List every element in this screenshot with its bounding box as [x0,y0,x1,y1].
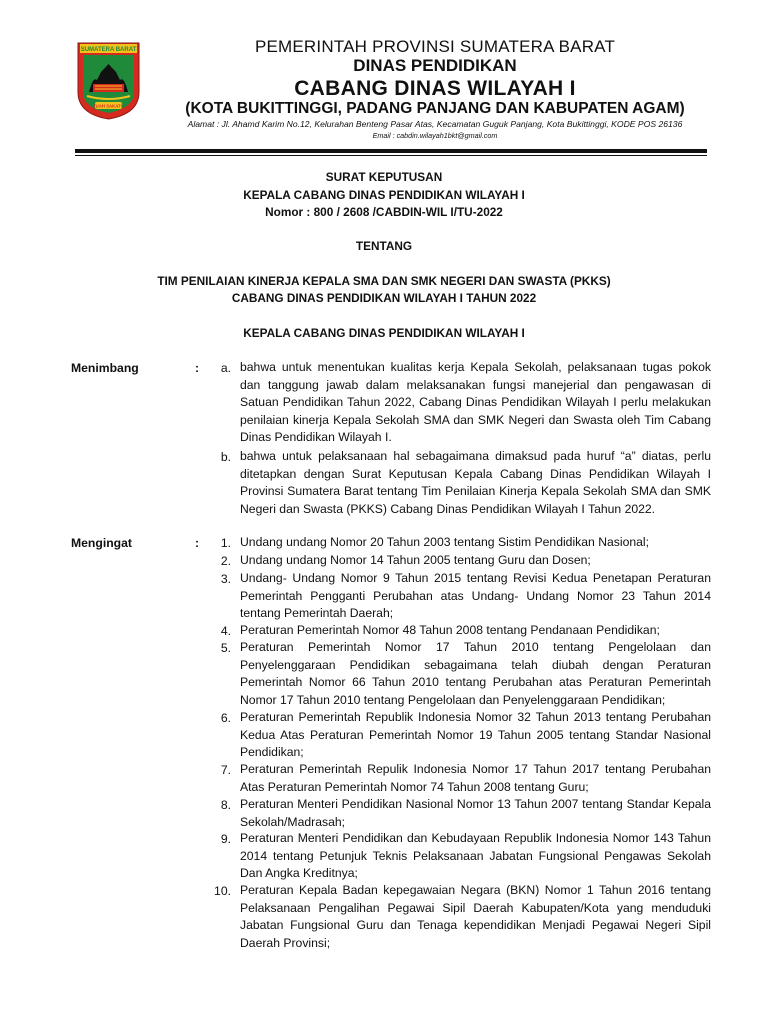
letterhead-divider-thick [75,149,707,153]
mengingat-marker-10: 10. [214,884,231,898]
menimbang-marker-b: b. [220,450,231,464]
mengingat-marker-9: 9. [220,832,231,846]
mengingat-marker-6: 6. [220,711,231,725]
decree-number: Nomor : 800 / 2608 /CABDIN-WIL I/TU-2022 [265,205,503,219]
menimbang-colon: : [195,361,200,375]
mengingat-marker-3: 3. [220,572,231,586]
mengingat-marker-4: 4. [220,624,231,638]
provincial-emblem-logo [77,42,140,120]
mengingat-colon: : [195,536,200,550]
logo-motto-text: TUAH SAKATO [93,103,124,109]
mengingat-marker-1: 1. [220,536,231,550]
decree-issuer-heading: KEPALA CABANG DINAS PENDIDIKAN WILAYAH I [243,188,525,202]
mengingat-item-3: Undang- Undang Nomor 9 Tahun 2015 tentang Revisi Kedua Penetapan Peraturan Pemerintah Pengganti Perubahan atas Undang- Undang Nomor 23 Tahun 2014 tentang Pemerintah Daerah; [240,571,711,621]
mengingat-marker-8: 8. [220,798,231,812]
letterhead-divider-thin [75,155,707,156]
government-name: PEMERINTAH PROVINSI SUMATERA BARAT [254,37,616,56]
mengingat-label: Mengingat [71,536,132,550]
mengingat-marker-7: 7. [220,763,231,777]
region-coverage: (KOTA BUKITTINGGI, PADANG PANJANG DAN KABUPATEN AGAM) [185,100,685,117]
mengingat-item-2: Undang undang Nomor 14 Tahun 2005 tentang Guru dan Dosen; [240,553,591,567]
mengingat-item-7: Peraturan Pemerintah Repulik Indonesia Nomor 17 Tahun 2017 tentang Perubahan Atas Peraturan Pemerintah Nomor 74 Tahun 2008 tentang Guru; [240,762,711,794]
logo-top-text: SUMATERA BARAT [80,47,137,53]
mengingat-item-8: Peraturan Menteri Pendidikan Nasional Nomor 13 Tahun 2007 tentang Standar Kepala Sekolah/Madrasah; [240,797,711,829]
menimbang-marker-a: a. [220,361,231,375]
decree-subject-line-2: CABANG DINAS PENDIDIKAN WILAYAH I TAHUN 2022 [231,291,537,305]
about-heading: TENTANG [355,239,413,253]
mengingat-marker-2: 2. [220,554,231,568]
decree-type: SURAT KEPUTUSAN [325,170,443,184]
mengingat-item-10: Peraturan Kepala Badan kepegawaian Negara (BKN) Nomor 1 Tahun 2016 tentang Pelaksanaan Pengalihan Pegawai Sipil Daerah Kabupaten/Kota yang menduduki Jabatan Fungsional Guru dan Tenaga kependidikan Menjadi Pegawai Negeri Sipil Daerah Provinsi; [240,883,711,950]
decree-subject-line-1: TIM PENILAIAN KINERJA KEPALA SMA DAN SMK NEGERI DAN SWASTA (PKKS) [157,274,611,288]
mengingat-item-1: Undang undang Nomor 20 Tahun 2003 tentang Sistim Pendidikan Nasional; [240,535,650,549]
office-address: Alamat : Jl. Ahamd Karim No.12, Kelurahan Benteng Pasar Atas, Kecamatan Guguk Panjang, Kota Bukittinggi, KODE POS 26136 [187,119,683,129]
menimbang-item-b: bahwa untuk pelaksanaan hal sebagaimana dimaksud pada huruf “a” diatas, perlu ditetapkan dengan Surat Keputusan Kepala Cabang Dinas Pendidikan Wilayah I Provinsi Sumatera Barat tentang Tim Penilaian Kinerja Kepala Sekolah SMA dan SMK Negeri dan Swasta (PKKS) Cabang Dinas Pendidikan Wilayah I Tahun 2022. [240,449,711,516]
branch-name: CABANG DINAS WILAYAH I [294,77,576,100]
mengingat-item-6: Peraturan Pemerintah Republik Indonesia Nomor 32 Tahun 2013 tentang Perubahan Kedua Atas Peraturan Pemerintah Nomor 19 Tahun 2005 tentang Standar Nasional Pendidikan; [240,710,711,760]
menimbang-label: Menimbang [71,361,139,375]
mengingat-marker-5: 5. [220,641,231,655]
office-email: Email : cabdin.wilayah1bkt@gmail.com [372,131,498,140]
mengingat-item-4: Peraturan Pemerintah Nomor 48 Tahun 2008 tentang Pendanaan Pendidikan; [240,623,660,637]
issuing-official: KEPALA CABANG DINAS PENDIDIKAN WILAYAH I [243,326,525,340]
menimbang-item-a: bahwa untuk menentukan kualitas kerja Kepala Sekolah, pelaksanaan tugas pokok dan tanggung jawab dalam melaksanakan fungsi manejerial dan pengawasan di Satuan Pendidikan Tahun 2022, Cabang Dinas Pendidikan Wilayah I perlu melakukan penilaian kinerja Kepala Sekolah SMA dan SMK Negeri dan Swasta oleh Tim Cabang Dinas Pendidikan Wilayah I. [240,360,711,445]
mengingat-item-9: Peraturan Menteri Pendidikan dan Kebudayaan Republik Indonesia Nomor 143 Tahun 2014 tentang Petunjuk Teknis Pelaksanaan Jabatan Fungsional Pengawas Sekolah Dan Angka Kreditnya; [240,831,711,881]
agency-name: DINAS PENDIDIKAN [353,56,517,75]
mengingat-item-5: Peraturan Pemerintah Nomor 17 Tahun 2010 tentang Pengelolaan dan Penyelenggaraan Pendidikan sebagaimana telah diubah dengan Peraturan Pemerintah Nomor 66 Tahun 2010 tentang Perubahan atas Peraturan Pemerintah Nomor 17 Tahun 2010 tentang Pengelolaan dan Penyelenggaraan Pendidikan; [240,640,711,707]
